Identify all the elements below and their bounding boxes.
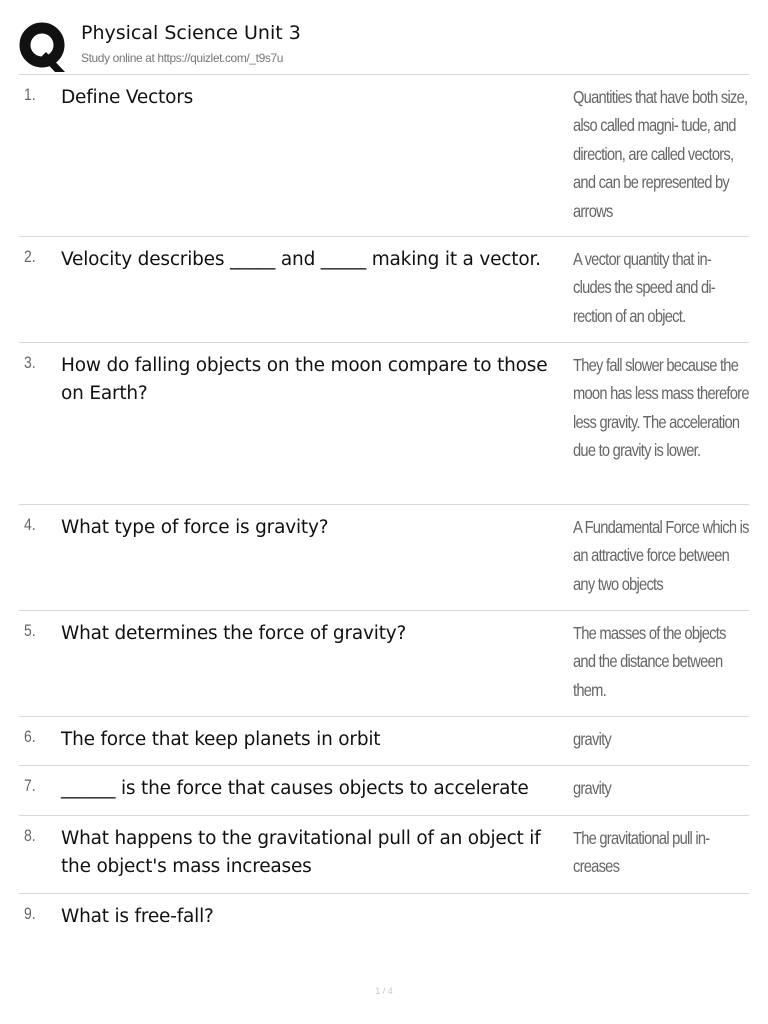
flashcard-list	[19, 75, 749, 942]
flashcard-row	[19, 816, 749, 894]
document-header	[19, 18, 749, 75]
card-term: How do falling objects on the moon compare to those on Earth?	[61, 355, 548, 404]
card-number: 7.	[24, 776, 36, 795]
flashcard-row	[19, 717, 749, 766]
card-term: What type of force is gravity?	[61, 517, 329, 538]
card-definition: gravity	[573, 729, 612, 749]
card-term: What happens to the gravitational pull of an object if the object's mass increases	[61, 828, 541, 877]
card-number: 5.	[24, 621, 36, 640]
card-number: 1.	[24, 85, 36, 104]
card-definition: A vector quantity that in- cludes the speed and di- rection of an object.	[573, 249, 716, 326]
card-number: 4.	[24, 515, 36, 534]
flashcard-row	[19, 611, 749, 717]
card-term: What is free-fall?	[61, 906, 214, 927]
card-number: 3.	[24, 353, 36, 372]
flashcard-row	[19, 505, 749, 611]
card-definition: The masses of the objects and the distance between them.	[573, 623, 726, 700]
card-definition: gravity	[573, 778, 612, 798]
card-definition: A Fundamental Force which is an attractive force between any two objects	[573, 517, 749, 594]
page-title: Physical Science Unit 3	[81, 22, 301, 44]
card-number: 2.	[24, 247, 36, 266]
flashcard-row	[19, 894, 749, 942]
flashcard-row	[19, 343, 749, 505]
card-term: Velocity describes _____ and _____ making it a vector.	[61, 249, 541, 270]
card-definition: The gravitational pull in- creases	[573, 828, 710, 877]
flashcard-row	[19, 237, 749, 343]
card-term: Define Vectors	[61, 87, 194, 108]
flashcard-row	[19, 75, 749, 237]
quizlet-logo-icon	[19, 22, 69, 72]
card-term: ______ is the force that causes objects to accelerate	[61, 778, 529, 799]
card-term: The force that keep planets in orbit	[61, 729, 381, 750]
card-definition: Quantities that have both size, also called magni- tude, and direction, are called vectors, and can be represented by arrows	[573, 87, 748, 221]
flashcard-row	[19, 766, 749, 816]
card-term: What determines the force of gravity?	[61, 623, 407, 644]
card-definition: They fall slower because the moon has less mass therefore less gravity. The acceleration due to gravity is lower.	[573, 355, 749, 461]
card-number: 6.	[24, 727, 36, 746]
card-number: 9.	[24, 904, 36, 923]
card-number: 8.	[24, 826, 36, 845]
page-indicator: 1 / 4	[375, 986, 393, 996]
study-online-link-text: Study online at https://quizlet.com/_t9s7u	[81, 51, 283, 65]
